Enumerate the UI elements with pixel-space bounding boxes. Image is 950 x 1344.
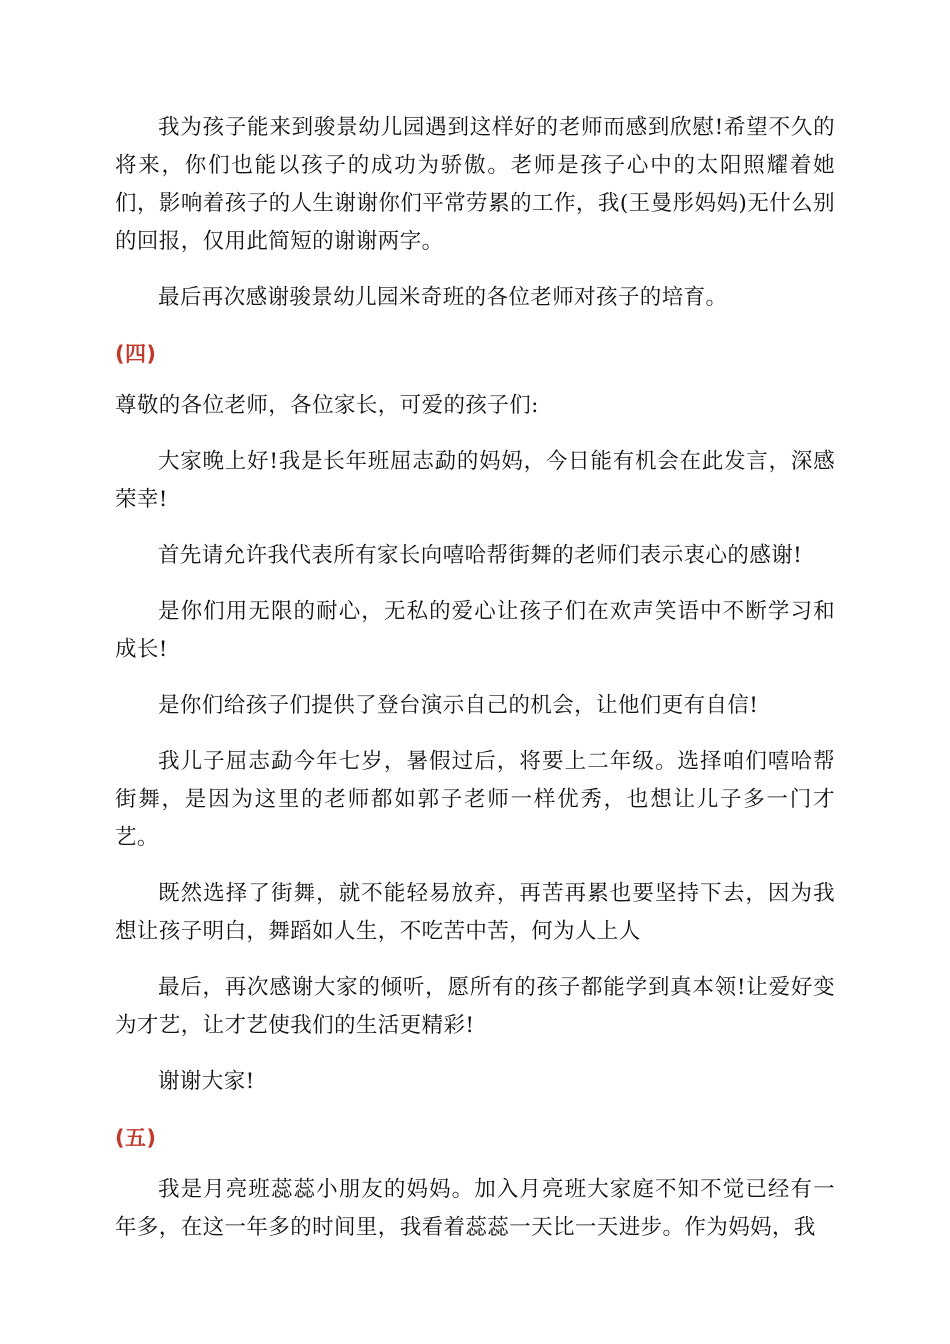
paragraph: 我为孩子能来到骏景幼儿园遇到这样好的老师而感到欣慰!希望不久的将来，你们也能以孩子的成功为骄傲。老师是孩子心中的太阳照耀着她们，影响着孩子的人生谢谢你们平常劳累的工作，我(王曼彤妈妈)无什么别的回报，仅用此简短的谢谢两字。 <box>115 115 835 254</box>
paragraph: 我是月亮班蕊蕊小朋友的妈妈。加入月亮班大家庭不知不觉已经有一年多，在这一年多的时间里，我看着蕊蕊一天比一天进步。作为妈妈，我 <box>115 1177 835 1240</box>
document-body <box>115 109 835 1265</box>
paragraph: 我儿子屈志勐今年七岁，暑假过后，将要上二年级。选择咱们嘻哈帮街舞，是因为这里的老师都如郭子老师一样优秀，也想让儿子多一门才艺。 <box>115 749 835 850</box>
paragraph: 是你们给孩子们提供了登台演示自己的机会，让他们更有自信! <box>158 693 759 718</box>
salutation: 尊敬的各位老师，各位家长，可爱的孩子们: <box>115 393 539 418</box>
section-heading-five: (五) <box>115 1126 157 1150</box>
paragraph: 最后，再次感谢大家的倾听，愿所有的孩子都能学到真本领!让爱好变为才艺，让才艺使我们的生活更精彩! <box>115 975 835 1038</box>
section-heading-four: (四) <box>115 342 157 366</box>
paragraph: 谢谢大家! <box>158 1069 255 1094</box>
paragraph: 既然选择了街舞，就不能轻易放弃，再苦再累也要坚持下去，因为我想让孩子明白，舞蹈如人生，不吃苦中苦，何为人上人 <box>115 881 835 944</box>
paragraph: 大家晚上好!我是长年班屈志勐的妈妈，今日能有机会在此发言，深感荣幸! <box>115 449 835 512</box>
paragraph: 是你们用无限的耐心，无私的爱心让孩子们在欢声笑语中不断学习和成长! <box>115 599 835 662</box>
paragraph: 首先请允许我代表所有家长向嘻哈帮街舞的老师们表示衷心的感谢! <box>158 543 803 568</box>
paragraph: 最后再次感谢骏景幼儿园米奇班的各位老师对孩子的培育。 <box>158 285 728 310</box>
